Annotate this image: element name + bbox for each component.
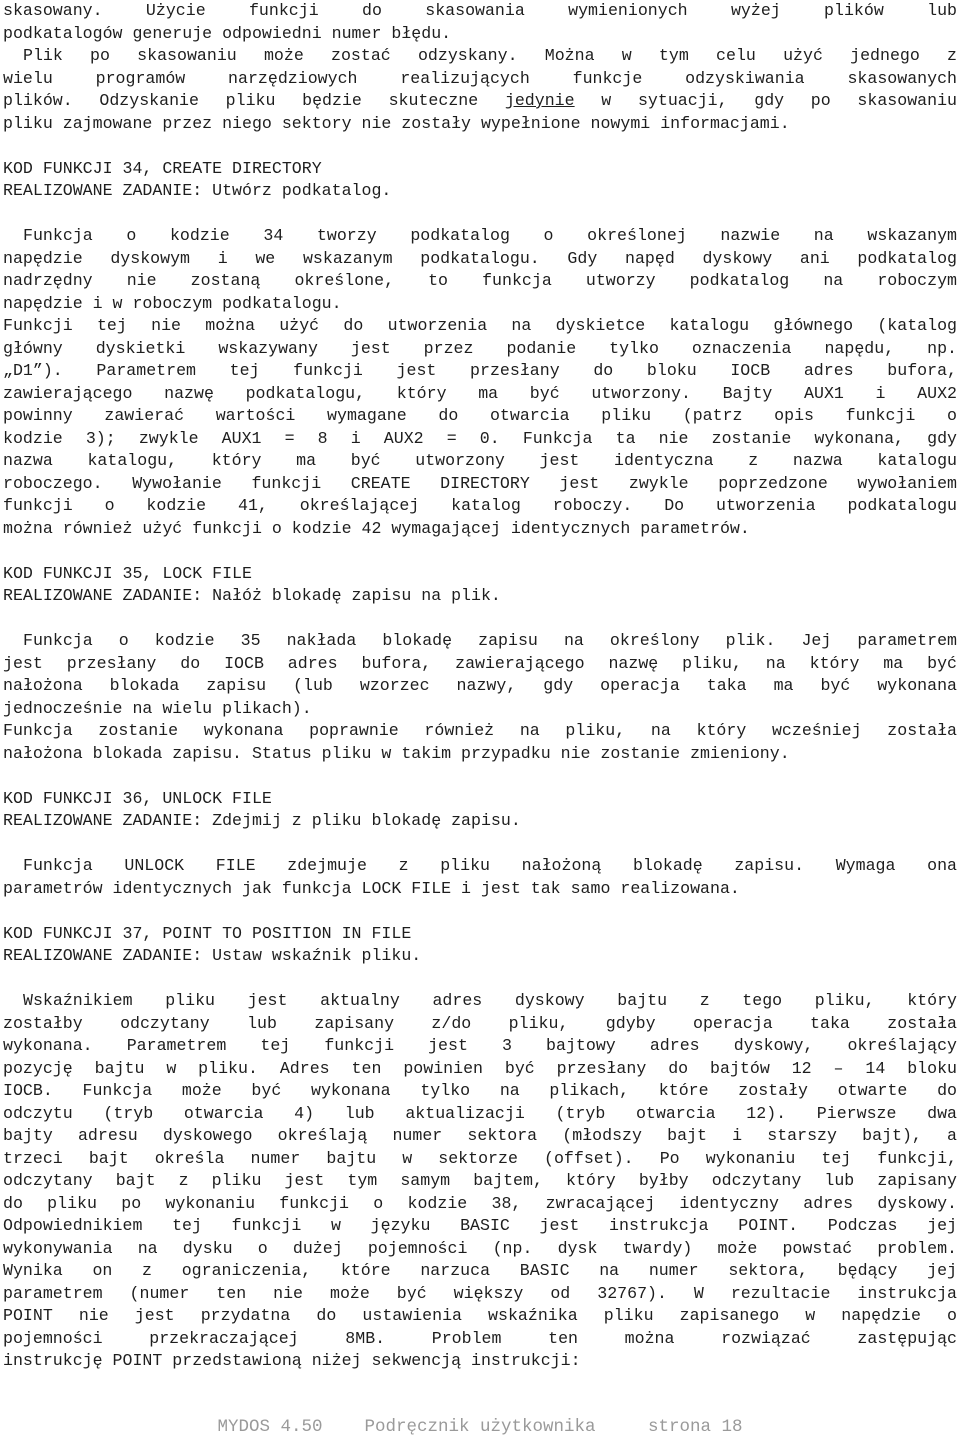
text-line: nałożona blokada zapisu (lub wzorzec nazwy, gdy operacja taka ma być wykonana <box>3 676 957 695</box>
text-line: zawierającego nazwę podkatalogu, który ma być utworzony. Bajty AUX1 i AUX2 <box>3 383 957 403</box>
section-task-34: REALIZOWANE ZADANIE: Utwórz podkatalog. <box>3 181 392 200</box>
text-line: wykonana. Parametrem tej funkcji jest 3 bajtowy adres dyskowy, określający <box>3 1036 957 1055</box>
text-line: parametrem (numer ten nie może być większy od 32767). W rezultacie instrukcja <box>3 1283 957 1303</box>
section-heading-37: KOD FUNKCJI 37, POINT TO POSITION IN FILE <box>3 923 412 943</box>
document-page <box>3 0 957 1373</box>
text-line: roboczego. Wywołanie funkcji CREATE DIRECTORY jest zwykle poprzedzone wywołaniem <box>3 473 957 493</box>
text-line: trzeci bajt określa numer bajtu w sektorze (offset). Po wykonaniu tej funkcji, <box>3 1148 957 1168</box>
footer-product: MYDOS 4.50 <box>217 1417 323 1437</box>
text-line: do pliku po wykonaniu funkcji o kodzie 38, zwracającej identyczny adres dyskowy. <box>3 1193 957 1213</box>
text-line: jest przesłany do IOCB adres bufora, zawierającego nazwę pliku, na który ma być <box>3 653 957 673</box>
text-line: funkcji o kodzie 41, określającej katalog roboczy. Do utworzenia podkatalogu <box>3 496 957 515</box>
text-line <box>3 90 957 113</box>
underlined-word: jedynie <box>504 91 575 110</box>
text-line: jednocześnie na wielu plikach). <box>3 698 312 718</box>
text-line: Funkcja zostanie wykonana poprawnie również na pliku, na który wcześniej została <box>3 721 957 740</box>
text-line: odczytu (tryb otwarcia 4) lub aktualizacji (tryb otwarcia 12). Pierwsze dwa <box>3 1103 957 1123</box>
section-heading-34: KOD FUNKCJI 34, CREATE DIRECTORY <box>3 158 322 178</box>
text-line: „D1”). Parametrem tej funkcji jest przesłany do bloku IOCB adres bufora, <box>3 361 957 380</box>
text-line: nazwa katalogu, który ma być utworzony jest identyczna z nazwa katalogu <box>3 451 957 470</box>
text-fragment: plików. Odzyskanie pliku będzie skuteczne <box>3 91 505 110</box>
text-line: Funkcji tej nie można użyć do utworzenia na dyskietce katalogu głównego (katalog <box>3 316 957 335</box>
section-task-36: REALIZOWANE ZADANIE: Zdejmij z pliku blokadę zapisu. <box>3 811 521 830</box>
text-line: instrukcję POINT przedstawioną niżej sekwencją instrukcji: <box>3 1351 581 1370</box>
text-line: parametrów identycznych jak funkcja LOCK FILE i jest tak samo realizowana. <box>3 878 740 898</box>
text-line: Odpowiednikiem tej funkcji w języku BASIC jest instrukcja POINT. Podczas jej <box>3 1216 957 1235</box>
footer-manual-title: Podręcznik użytkownika <box>364 1417 596 1437</box>
text-line: Plik po skasowaniu może zostać odzyskany. Można w tym celu użyć jednego z <box>23 46 957 65</box>
page-footer <box>0 1416 960 1438</box>
footer-page-number: strona 18 <box>648 1417 743 1437</box>
text-line: powinny zawierać wartości wymagane do otwarcia pliku (patrz opis funkcji o <box>3 406 957 425</box>
text-line: pojemności przekraczającej 8MB. Problem ten można rozwiązać zastępując <box>3 1328 957 1348</box>
text-line: IOCB. Funkcja może być wykonana tylko na plikach, które zostały otwarte do <box>3 1081 957 1100</box>
section-heading-36: KOD FUNKCJI 36, UNLOCK FILE <box>3 788 272 808</box>
text-line: Wynika on z ograniczenia, które narzuca BASIC na numer sektora, będący jej <box>3 1261 957 1280</box>
text-line: wykonywania na dysku o dużej pojemności (np. dysk twardy) może powstać problem. <box>3 1238 957 1258</box>
text-line: kodzie 3); zwykle AUX1 = 8 i AUX2 = 0. Funkcja ta nie zostanie wykonana, gdy <box>3 428 957 448</box>
text-line: nadrzędny nie zostaną określone, to funkcja utworzy podkatalog na roboczym <box>3 271 957 290</box>
text-line: Wskaźnikiem pliku jest aktualny adres dyskowy bajtu z tego pliku, który <box>23 991 957 1010</box>
text-line: Funkcja o kodzie 35 nakłada blokadę zapisu na określony plik. Jej parametrem <box>23 631 957 650</box>
text-line: POINT nie jest przydatna do ustawienia wskaźnika pliku zapisanego w napędzie o <box>3 1306 957 1325</box>
text-line: bajty adresu dyskowego określają numer sektora (młodszy bajt i starszy bajt), a <box>3 1126 957 1145</box>
section-heading-35: KOD FUNKCJI 35, LOCK FILE <box>3 563 252 583</box>
text-line: napędzie dyskowym i we wskazanym podkatalogu. Gdy napęd dyskowy ani podkatalog <box>3 248 957 268</box>
text-line: zostałby odczytany lub zapisany z/do pliku, gdyby operacja taka została <box>3 1013 957 1033</box>
text-line: pliku zajmowane przez niego sektory nie zostały wypełnione nowymi informacjami. <box>3 113 790 133</box>
text-line: odczytany bajt z pliku jest tym samym bajtem, który byłby odczytany lub zapisany <box>3 1171 957 1190</box>
text-line: można również użyć funkcji o kodzie 42 wymagającej identycznych parametrów. <box>3 518 750 538</box>
text-line: główny dyskietki wskazywany jest przez podanie tylko oznaczenia napędu, np. <box>3 338 957 358</box>
text-fragment: w sytuacji, gdy po skasowaniu <box>574 91 957 110</box>
section-task-37: REALIZOWANE ZADANIE: Ustaw wskaźnik pliku. <box>3 946 422 965</box>
text-line: Funkcja o kodzie 34 tworzy podkatalog o określonej nazwie na wskazanym <box>23 226 957 245</box>
text-line: wielu programów narzędziowych realizujących funkcje odzyskiwania skasowanych <box>3 68 957 88</box>
text-line: podkatalogów generuje odpowiedni numer błędu. <box>3 23 452 43</box>
text-line: skasowany. Użycie funkcji do skasowania wymienionych wyżej plików lub <box>3 1 957 20</box>
text-line: napędzie i w roboczym podkatalogu. <box>3 293 342 313</box>
text-line: Funkcja UNLOCK FILE zdejmuje z pliku nałożoną blokadę zapisu. Wymaga ona <box>23 856 957 875</box>
text-line: pozycję bajtu w pliku. Adres ten powinien być przesłany do bajtów 12 – 14 bloku <box>3 1058 957 1078</box>
section-task-35: REALIZOWANE ZADANIE: Nałóż blokadę zapisu na plik. <box>3 586 501 605</box>
text-line: nałożona blokada zapisu. Status pliku w takim przypadku nie zostanie zmieniony. <box>3 743 790 763</box>
